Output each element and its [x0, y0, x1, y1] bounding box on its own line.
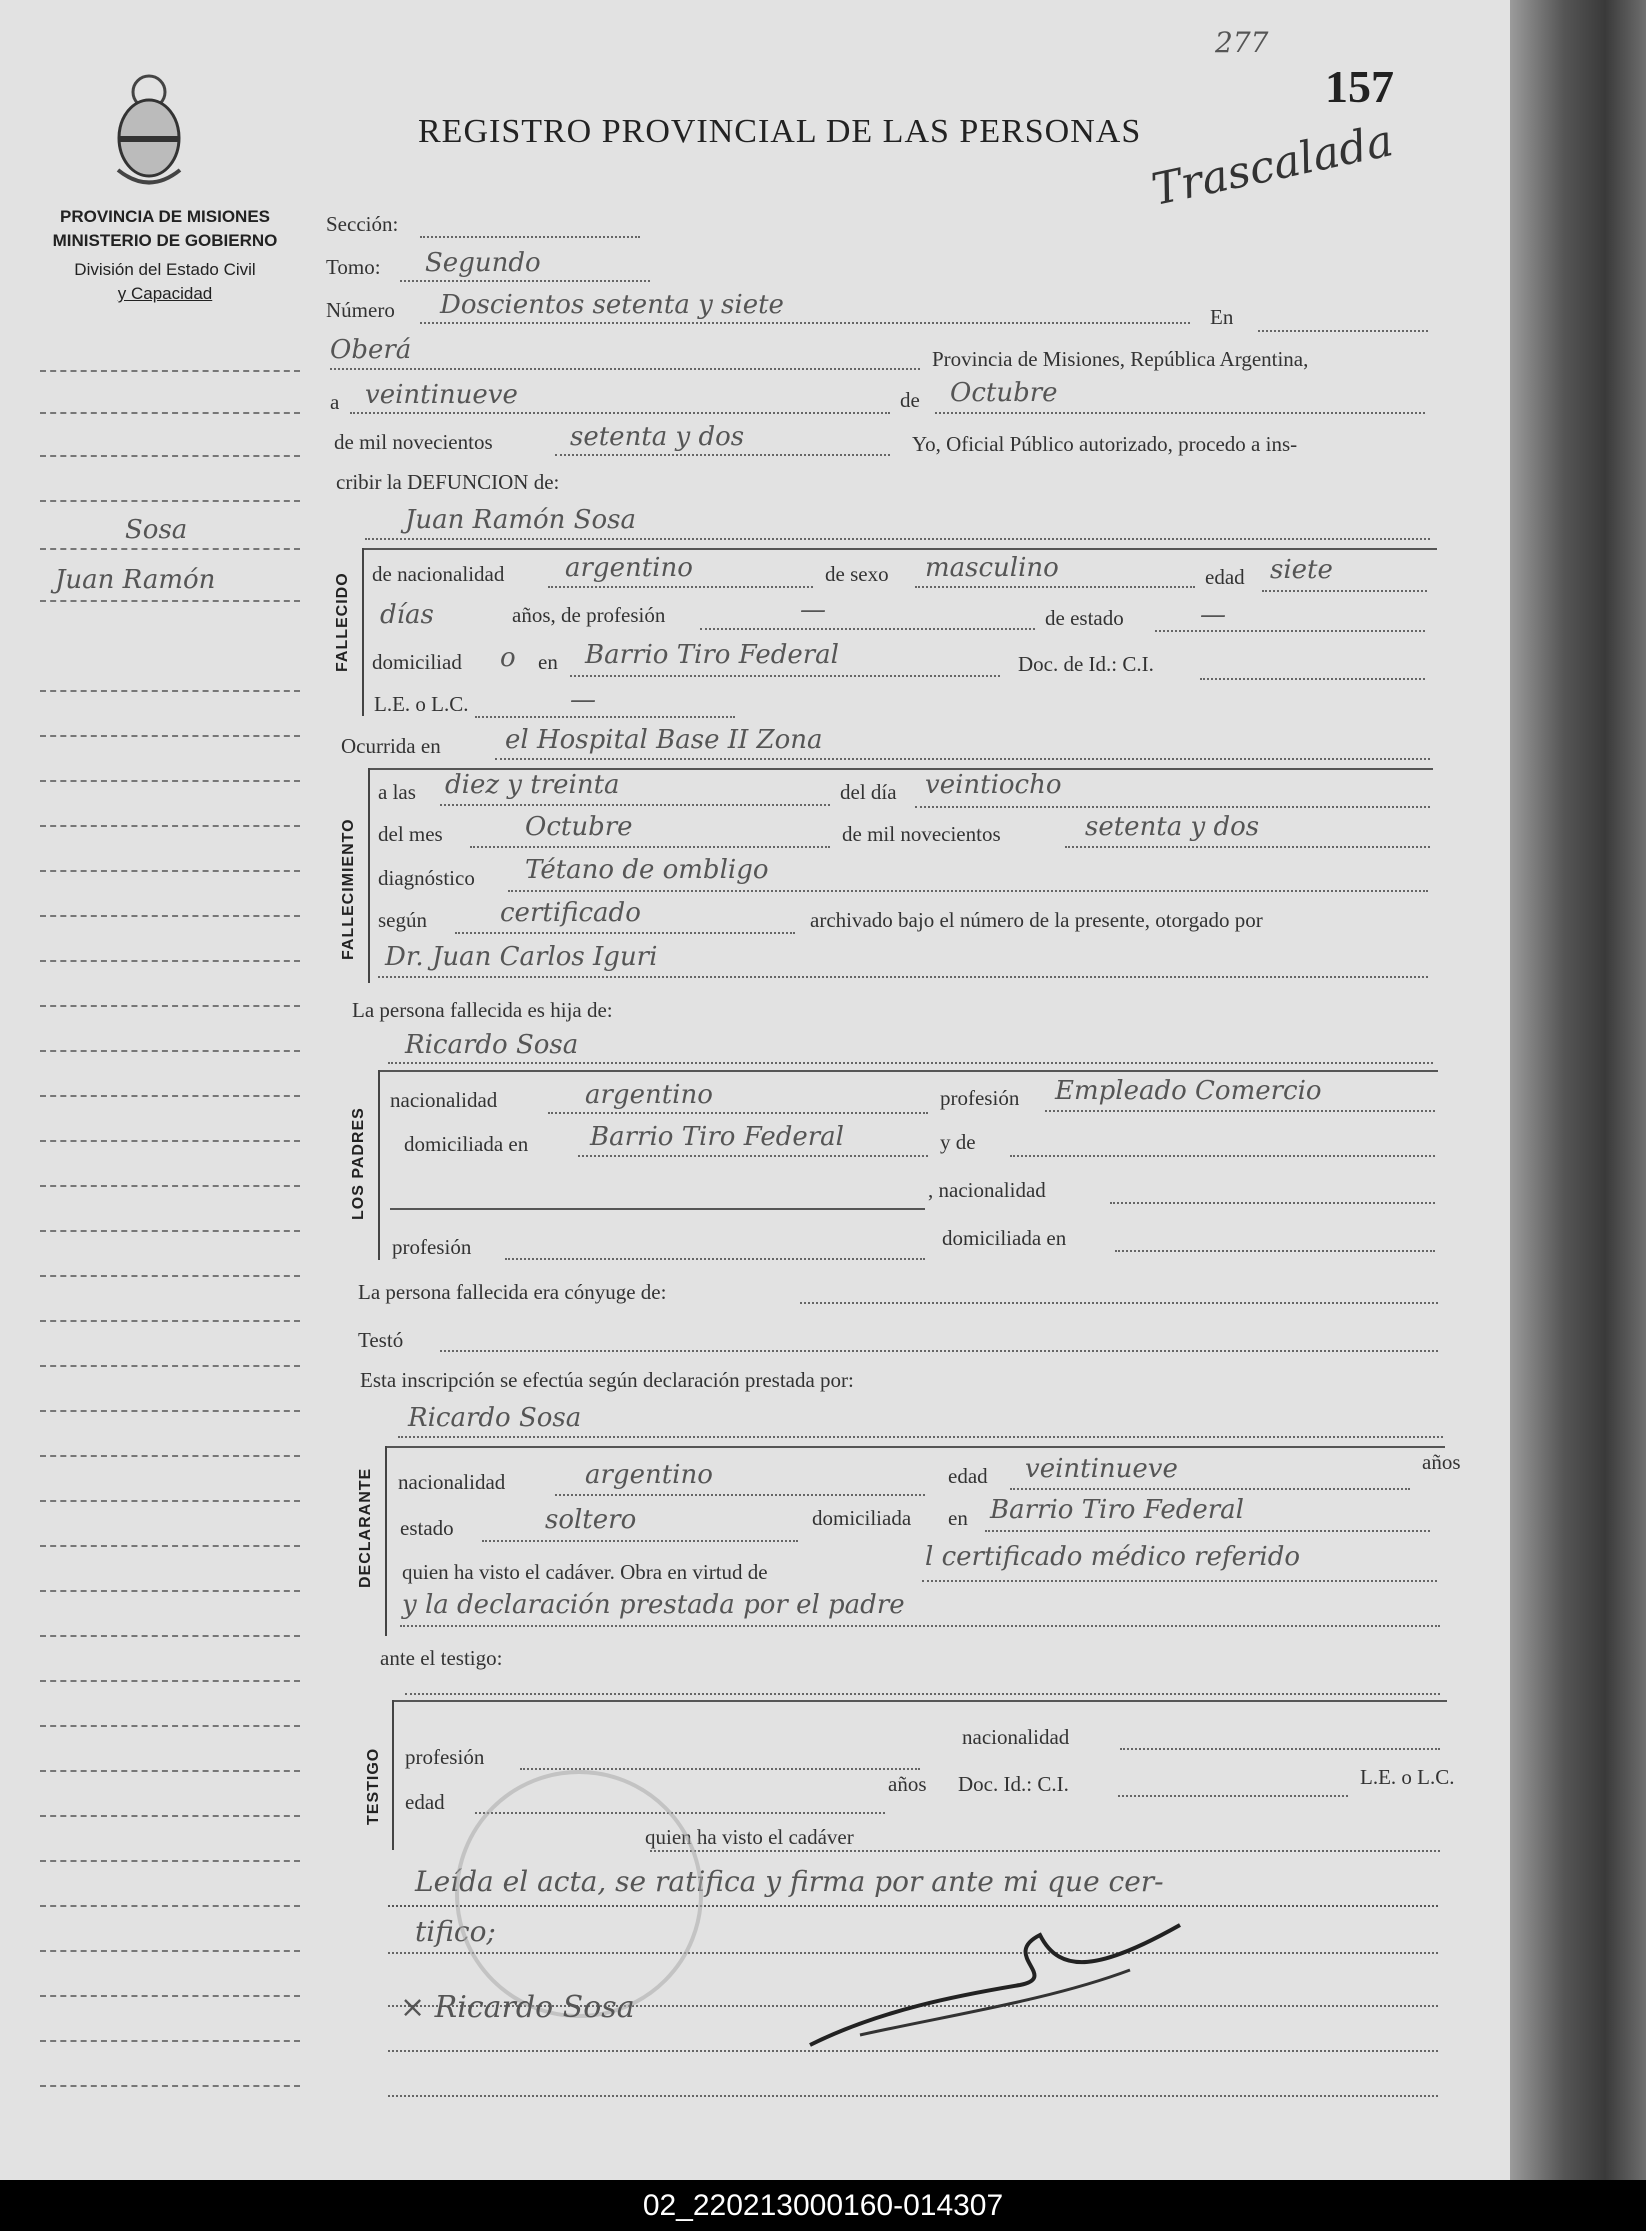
label-testigo-profesion: profesión	[405, 1745, 485, 1769]
section-label-padres: LOS PADRES	[350, 1107, 367, 1220]
section-label-fallecido: FALLECIDO	[334, 572, 351, 672]
value-mes: Octubre	[950, 378, 1058, 408]
label-segun: según	[378, 908, 427, 932]
label-del-mes: del mes	[378, 822, 443, 846]
label-decl-domiciliada: domiciliada	[812, 1506, 912, 1530]
label-decl-edad: edad	[948, 1464, 988, 1488]
label-decl-en: en	[948, 1506, 968, 1530]
value-nacionalidad: argentino	[565, 553, 693, 583]
value-mes-fallec: Octubre	[525, 812, 633, 842]
label-padre-profesion: profesión	[940, 1086, 1020, 1110]
book-spine	[1510, 0, 1646, 2180]
value-ciudad: Oberá	[330, 335, 412, 365]
office-line-2: MINISTERIO DE GOBIERNO	[52, 231, 278, 250]
label-padre-nacionalidad: nacionalidad	[390, 1088, 498, 1112]
label-testigo-edad: edad	[405, 1790, 445, 1814]
label-testigo-anos: años	[888, 1772, 927, 1796]
label-a: a	[330, 390, 340, 414]
value-obra-virtud-1: l certificado médico referido	[925, 1542, 1301, 1572]
label-de-sexo: de sexo	[825, 562, 889, 586]
office-line-4: y Capacidad	[117, 284, 213, 303]
value-estado: —	[1200, 600, 1226, 630]
value-ocurrida: el Hospital Base II Zona	[505, 725, 823, 755]
label-madre-domiciliada: domiciliada en	[942, 1226, 1067, 1250]
value-numero: Doscientos setenta y siete	[440, 290, 784, 320]
label-diagnostico: diagnóstico	[378, 866, 475, 890]
label-archivado: archivado bajo el número de la presente, otorgado por	[810, 908, 1263, 932]
value-padre-nacionalidad: argentino	[585, 1080, 713, 1110]
value-dias: días	[380, 600, 434, 630]
label-a-las: a las	[378, 780, 416, 804]
label-testo: Testó	[358, 1328, 404, 1352]
label-quien-visto: quien ha visto el cadáver	[645, 1825, 854, 1849]
value-obra-virtud-2: y la declaración prestada por el padre	[402, 1590, 905, 1620]
label-padre-domiciliada: domiciliada en	[404, 1132, 529, 1156]
value-domicilio: Barrio Tiro Federal	[585, 640, 839, 670]
label-anos-profesion: años, de profesión	[512, 603, 666, 627]
official-signature	[800, 1915, 1220, 2065]
margin-given-name: Juan Ramón	[55, 565, 216, 595]
label-ante-testigo: ante el testigo:	[380, 1646, 503, 1670]
label-hija-de: La persona fallecida es hija de:	[352, 998, 613, 1022]
value-padre: Ricardo Sosa	[405, 1030, 579, 1060]
value-diagnostico: Tétano de ombligo	[525, 855, 769, 885]
value-edad: siete	[1270, 555, 1333, 585]
label-madre-profesion: profesión	[392, 1235, 472, 1259]
value-decl-edad: veintinueve	[1025, 1454, 1178, 1484]
label-madre-nacionalidad: , nacionalidad	[928, 1178, 1046, 1202]
label-de-nacionalidad: de nacionalidad	[372, 562, 505, 586]
value-domiciliado-sufijo: o	[500, 643, 516, 673]
value-le-lc: —	[570, 685, 596, 715]
margin-surname: Sosa	[125, 515, 188, 545]
label-inscripcion: Esta inscripción se efectúa según declaración prestada por:	[360, 1368, 854, 1392]
label-decl-estado: estado	[400, 1516, 454, 1540]
label-conyuge: La persona fallecida era cónyuge de:	[358, 1280, 667, 1304]
value-cierre-1: Leída el acta, se ratifica y firma por ante mi que cer-	[415, 1865, 1164, 1898]
value-dia-fallec: veintiocho	[925, 770, 1062, 800]
value-segun: certificado	[500, 898, 641, 928]
label-cribir: cribir la DEFUNCION de:	[336, 470, 560, 494]
official-stamp	[455, 1770, 703, 2018]
folio-handwritten: 277	[1215, 26, 1269, 59]
office-line-3: División del Estado Civil	[74, 260, 256, 279]
label-testigo-doc-id: Doc. Id.: C.I.	[958, 1772, 1069, 1796]
office-block	[30, 205, 300, 253]
value-hora: diez y treinta	[445, 770, 620, 800]
value-decl-estado: soltero	[545, 1505, 637, 1535]
section-label-fallecimiento: FALLECIMIENTO	[340, 818, 357, 960]
page-title: REGISTRO PROVINCIAL DE LAS PERSONAS	[418, 113, 1142, 150]
coat-of-arms-icon	[108, 70, 190, 190]
label-ocurrida: Ocurrida en	[341, 734, 441, 758]
value-declarante: Ricardo Sosa	[408, 1403, 582, 1433]
label-decl-nacionalidad: nacionalidad	[398, 1470, 506, 1494]
value-cierre-2: tifico;	[415, 1915, 496, 1948]
label-y-de: y de	[940, 1130, 976, 1154]
label-domiciliado: domiciliad	[372, 650, 462, 674]
value-decl-nacionalidad: argentino	[585, 1460, 713, 1490]
value-dia: veintinueve	[365, 380, 518, 410]
section-label-testigo: TESTIGO	[365, 1747, 382, 1825]
value-decl-domicilio: Barrio Tiro Federal	[990, 1495, 1244, 1525]
office-block-2	[30, 258, 300, 306]
value-tomo: Segundo	[425, 248, 541, 278]
value-padre-domicilio: Barrio Tiro Federal	[590, 1122, 844, 1152]
label-doc-id: Doc. de Id.: C.I.	[1018, 652, 1154, 676]
value-padre-profesion: Empleado Comercio	[1055, 1076, 1322, 1106]
label-testigo-nacionalidad: nacionalidad	[962, 1725, 1070, 1749]
value-profesion: —	[800, 595, 826, 625]
office-line-1: PROVINCIA DE MISIONES	[59, 207, 270, 226]
label-de-mil-novecientos: de mil novecientos	[842, 822, 1001, 846]
label-tomo: Tomo:	[326, 255, 381, 279]
label-edad: edad	[1205, 565, 1245, 589]
label-del-dia: del día	[840, 780, 897, 804]
label-testigo-le-lc: L.E. o L.C.	[1360, 1765, 1455, 1789]
folio-number: 157	[1325, 61, 1394, 112]
label-numero: Número	[326, 298, 395, 322]
margin-note: Trascalada	[1147, 115, 1398, 216]
label-mil-novecientos: de mil novecientos	[334, 430, 493, 454]
label-seccion: Sección:	[326, 212, 399, 236]
declarant-signature: × Ricardo Sosa	[400, 1990, 635, 2025]
label-en-domicilio: en	[538, 650, 558, 674]
label-decl-anos: años	[1422, 1450, 1461, 1474]
label-yo-oficial: Yo, Oficial Público autorizado, procedo a ins-	[912, 432, 1298, 456]
value-sexo: masculino	[925, 553, 1059, 583]
value-anio-fallec: setenta y dos	[1085, 812, 1260, 842]
label-provincia: Provincia de Misiones, República Argentina,	[932, 347, 1309, 371]
value-medico: Dr. Juan Carlos Iguri	[385, 942, 658, 972]
value-nombre: Juan Ramón Sosa	[405, 505, 636, 535]
value-anio: setenta y dos	[570, 422, 745, 452]
label-de-estado: de estado	[1045, 606, 1124, 630]
label-quien-cadaver: quien ha visto el cadáver. Obra en virtud de	[402, 1560, 768, 1584]
label-le-lc: L.E. o L.C.	[374, 692, 469, 716]
label-en: En	[1210, 305, 1234, 329]
image-footer: 02_220213000160-014307	[0, 2180, 1646, 2231]
label-de: de	[900, 388, 920, 412]
section-label-declarante: DECLARANTE	[357, 1467, 374, 1588]
